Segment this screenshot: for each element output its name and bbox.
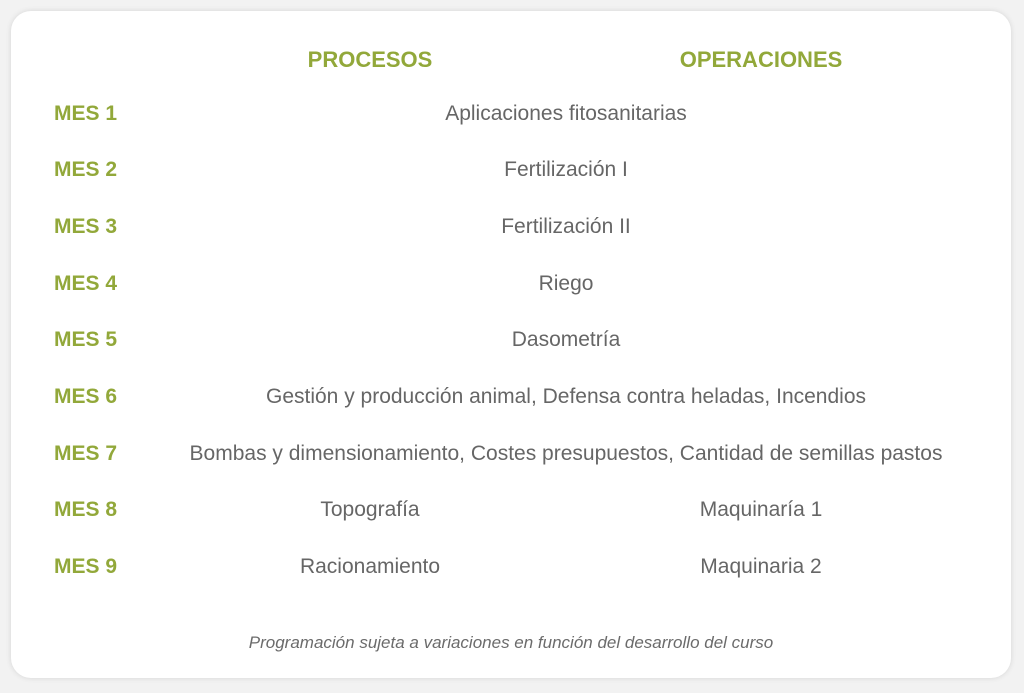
table-row — [11, 269, 1011, 299]
table-row — [11, 495, 1011, 525]
table-row — [11, 382, 1011, 412]
month-label: MES 8 — [54, 498, 118, 521]
row-content: Bombas y dimensionamiento, Costes presupuestos, Cantidad de semillas pastos — [189, 442, 943, 465]
month-label: MES 1 — [54, 102, 118, 125]
row-content: Gestión y producción animal, Defensa contra heladas, Incendios — [265, 385, 867, 408]
operaciones-cell: Maquinaria 2 — [700, 555, 822, 578]
month-label: MES 4 — [54, 272, 118, 295]
schedule-card — [11, 11, 1011, 678]
row-content: Riego — [538, 272, 594, 295]
table-row — [11, 552, 1011, 582]
row-content: Dasometría — [511, 328, 621, 351]
month-label: MES 2 — [54, 158, 118, 181]
table-row — [11, 439, 1011, 469]
procesos-cell: Topografía — [320, 498, 420, 521]
row-content: Aplicaciones fitosanitarias — [445, 102, 687, 125]
month-label: MES 3 — [54, 215, 118, 238]
table-row — [11, 99, 1011, 129]
footer-note: Programación sujeta a variaciones en función del desarrollo del curso — [248, 633, 774, 652]
month-label: MES 9 — [54, 555, 118, 578]
table-row — [11, 325, 1011, 355]
table-row — [11, 212, 1011, 242]
operaciones-cell: Maquinaría 1 — [699, 498, 823, 521]
procesos-cell: Racionamiento — [299, 555, 441, 578]
row-content: Fertilización I — [504, 158, 628, 181]
header-operaciones: OPERACIONES — [679, 47, 843, 72]
row-content: Fertilización II — [501, 215, 631, 238]
month-label: MES 5 — [54, 328, 118, 351]
month-label: MES 7 — [54, 442, 118, 465]
month-label: MES 6 — [54, 385, 118, 408]
header-procesos: PROCESOS — [307, 47, 433, 72]
table-row — [11, 155, 1011, 185]
